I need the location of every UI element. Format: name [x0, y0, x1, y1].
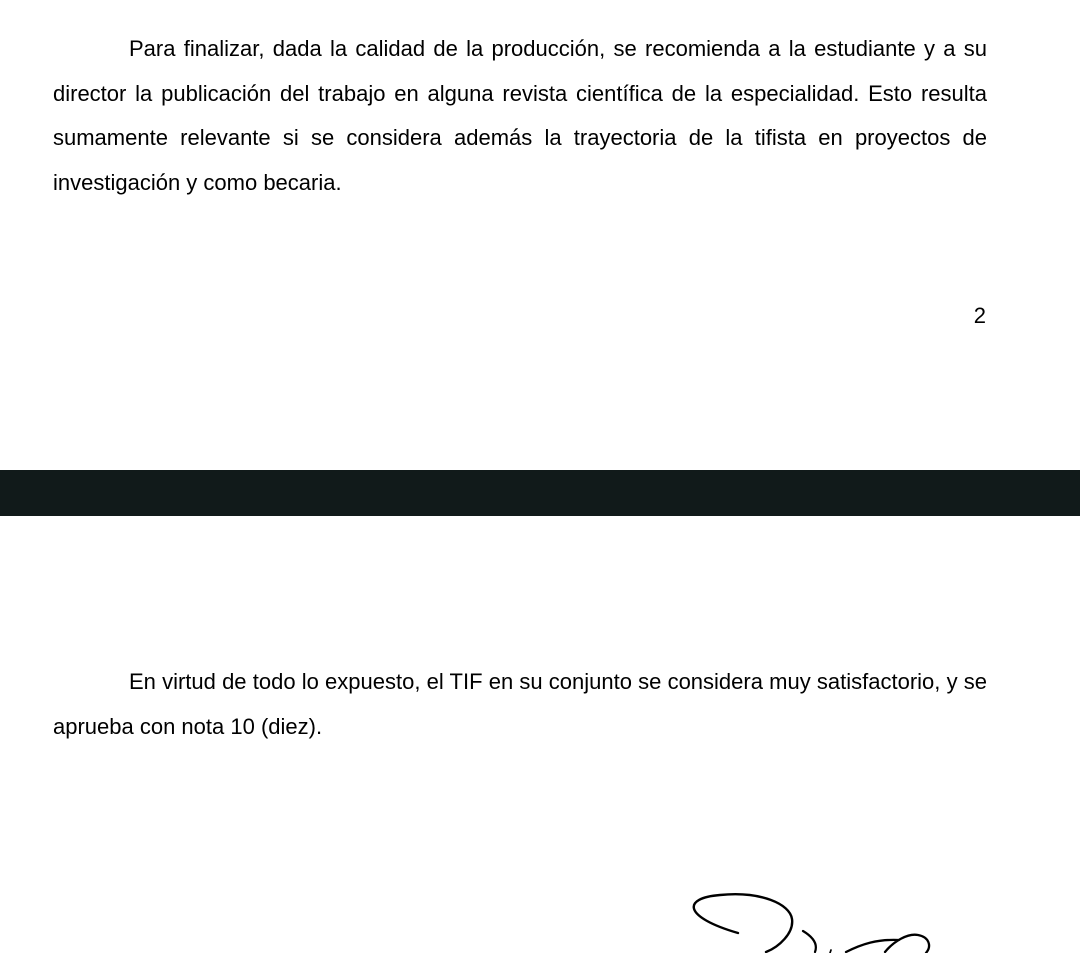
document-page-top [0, 0, 1080, 470]
handwritten-signature [680, 886, 950, 953]
page-number: 2 [973, 303, 986, 328]
recommendation-paragraph: Para finalizar, dada la calidad de la producción, se recomienda a la estudiante y a su director la publicación del trabajo en alguna revista científica de la especialidad. Esto resulta sumamente relevante si se considera además la trayectoria de la tifista en proyectos de investigación y como becaria. [53, 36, 987, 195]
conclusion-paragraph: En virtud de todo lo expuesto, el TIF en su conjunto se considera muy satisfactorio, y se aprueba con nota 10 (diez). [53, 669, 987, 739]
document-page-bottom [0, 516, 1080, 953]
page-separator [0, 470, 1080, 516]
